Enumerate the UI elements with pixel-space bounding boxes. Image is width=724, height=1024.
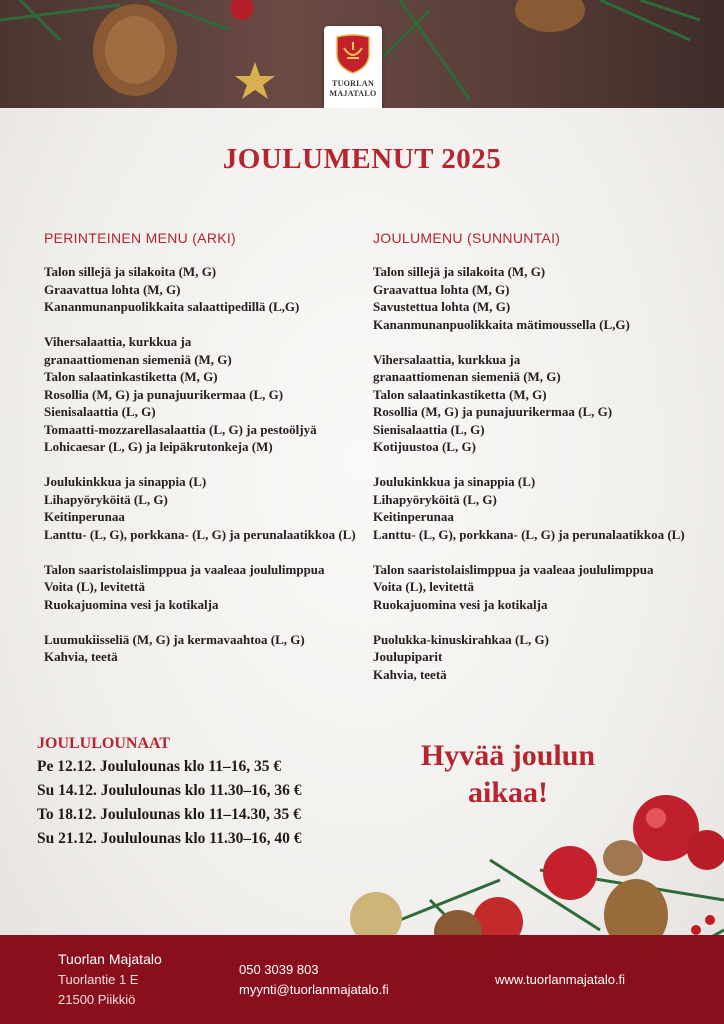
menu-item: Voita (L), levitettä — [373, 579, 474, 594]
footer-email[interactable]: myynti@tuorlanmajatalo.fi — [239, 982, 389, 997]
footer-phone[interactable]: 050 3039 803 — [239, 962, 319, 977]
menu-item: Lihapyöryköitä (L, G) — [44, 491, 168, 507]
menu-course-group — [373, 561, 685, 614]
menu-item: Kananmunanpuolikkaita salaattipedillä (L,G) — [44, 299, 300, 314]
menu-item: Luumukiisseliä (M, G) ja kermavaahtoa (L, G) — [44, 631, 305, 647]
menu-course-group — [44, 263, 356, 316]
menu-item: Ruokajuomina vesi ja kotikalja — [44, 596, 219, 612]
menu-item: Sienisalaattia (L, G) — [44, 404, 156, 419]
menu-item: granaattiomenan siemeniä (M, G) — [373, 369, 561, 384]
menu-course-group — [44, 631, 356, 666]
menu-item: Keitinperunaa — [44, 509, 125, 524]
footer-website[interactable]: www.tuorlanmajatalo.fi — [495, 972, 626, 987]
footer-street: Tuorlantie 1 E — [58, 972, 139, 987]
menu-item: Rosollia (M, G) ja punajuurikermaa (L, G) — [44, 386, 284, 402]
lunch-item: To 18.12. Joululounas klo 11–14.30, 35 € — [37, 806, 301, 823]
menu-item: Lanttu- (L, G), porkkana- (L, G) ja perunalaatikkoa (L) — [44, 526, 356, 542]
menu-course-group — [373, 631, 685, 684]
menu-item: Joulukinkkua ja sinappia (L) — [373, 474, 536, 489]
menu-item: Talon salaatinkastiketta (M, G) — [44, 369, 218, 384]
menu-item: Lohicaesar (L, G) ja leipäkrutonkeja (M) — [44, 439, 273, 454]
menu-item: Joulupiparit — [373, 649, 443, 664]
menu-heading: JOULUMENU (SUNNUNTAI) — [373, 230, 561, 246]
footer-city: 21500 Piikkiö — [58, 992, 136, 1007]
logo: TUORLAN MAJATALO — [324, 26, 382, 108]
menu-course-group — [44, 561, 356, 614]
menu-item: granaattiomenan siemeniä (M, G) — [44, 351, 232, 367]
shield-crest-icon — [335, 34, 371, 74]
menu-item: Talon sillejä ja silakoita (M, G) — [373, 264, 546, 279]
menu-item: Talon saaristolaislimppua ja vaaleaa joululimppua — [44, 561, 325, 577]
menu-item: Joulukinkkua ja sinappia (L) — [44, 474, 207, 489]
menu-arki — [44, 230, 356, 683]
menu-item: Kahvia, teetä — [44, 649, 118, 664]
lunch-item: Su 14.12. Joululounas klo 11.30–16, 36 € — [37, 782, 302, 799]
menu-item: Kahvia, teetä — [373, 666, 447, 682]
footer-business-name: Tuorlan Majatalo — [58, 951, 162, 967]
menu-sunnuntai — [373, 230, 685, 701]
christmas-lunches — [37, 735, 301, 851]
menu-item: Kotijuustoa (L, G) — [373, 439, 476, 454]
menu-item: Talon sillejä ja silakoita (M, G) — [44, 264, 217, 279]
menu-item: Graavattua lohta (M, G) — [373, 281, 510, 297]
menu-item: Savustettua lohta (M, G) — [373, 299, 511, 314]
menu-item: Vihersalaattia, kurkkua ja — [373, 351, 521, 367]
menu-item: Rosollia (M, G) ja punajuurikermaa (L, G) — [373, 404, 613, 419]
menu-item: Keitinperunaa — [373, 509, 454, 524]
page-title: JOULUMENUT 2025 — [222, 143, 502, 175]
menu-item: Lihapyöryköitä (L, G) — [373, 491, 497, 507]
lunches-heading: JOULULOUNAAT — [37, 735, 171, 752]
lunch-item: Su 21.12. Joululounas klo 11.30–16, 40 € — [37, 830, 302, 847]
header-decoration — [0, 0, 724, 108]
menu-item: Talon saaristolaislimppua ja vaaleaa joululimppua — [373, 561, 654, 577]
menu-item: Graavattua lohta (M, G) — [44, 281, 181, 297]
menu-item: Puolukka-kinuskirahkaa (L, G) — [373, 631, 549, 647]
menu-item: Kananmunanpuolikkaita mätimoussella (L,G) — [373, 316, 630, 332]
lunch-item: Pe 12.12. Joululounas klo 11–16, 35 € — [37, 758, 282, 775]
greeting: Hyvää joulun aikaa! — [420, 739, 596, 809]
menu-item: Talon salaatinkastiketta (M, G) — [373, 386, 547, 402]
menu-item: Tomaatti-mozzarellasalaattia (L, G) ja pestoöljyä — [44, 421, 317, 437]
footer — [0, 935, 724, 1024]
menu-course-group — [44, 333, 356, 456]
menu-item: Lanttu- (L, G), porkkana- (L, G) ja perunalaatikkoa (L) — [373, 526, 685, 542]
menu-course-group — [44, 473, 356, 543]
menu-course-group — [373, 351, 685, 456]
ornaments-decor-image — [340, 780, 724, 950]
menu-item: Sienisalaattia (L, G) — [373, 421, 485, 437]
menu-course-group — [373, 473, 685, 543]
menu-course-group — [373, 263, 685, 333]
menu-item: Voita (L), levitettä — [44, 579, 145, 594]
menu-heading: PERINTEINEN MENU (ARKI) — [44, 230, 237, 246]
menu-item: Ruokajuomina vesi ja kotikalja — [373, 596, 548, 612]
menu-item: Vihersalaattia, kurkkua ja — [44, 334, 192, 349]
